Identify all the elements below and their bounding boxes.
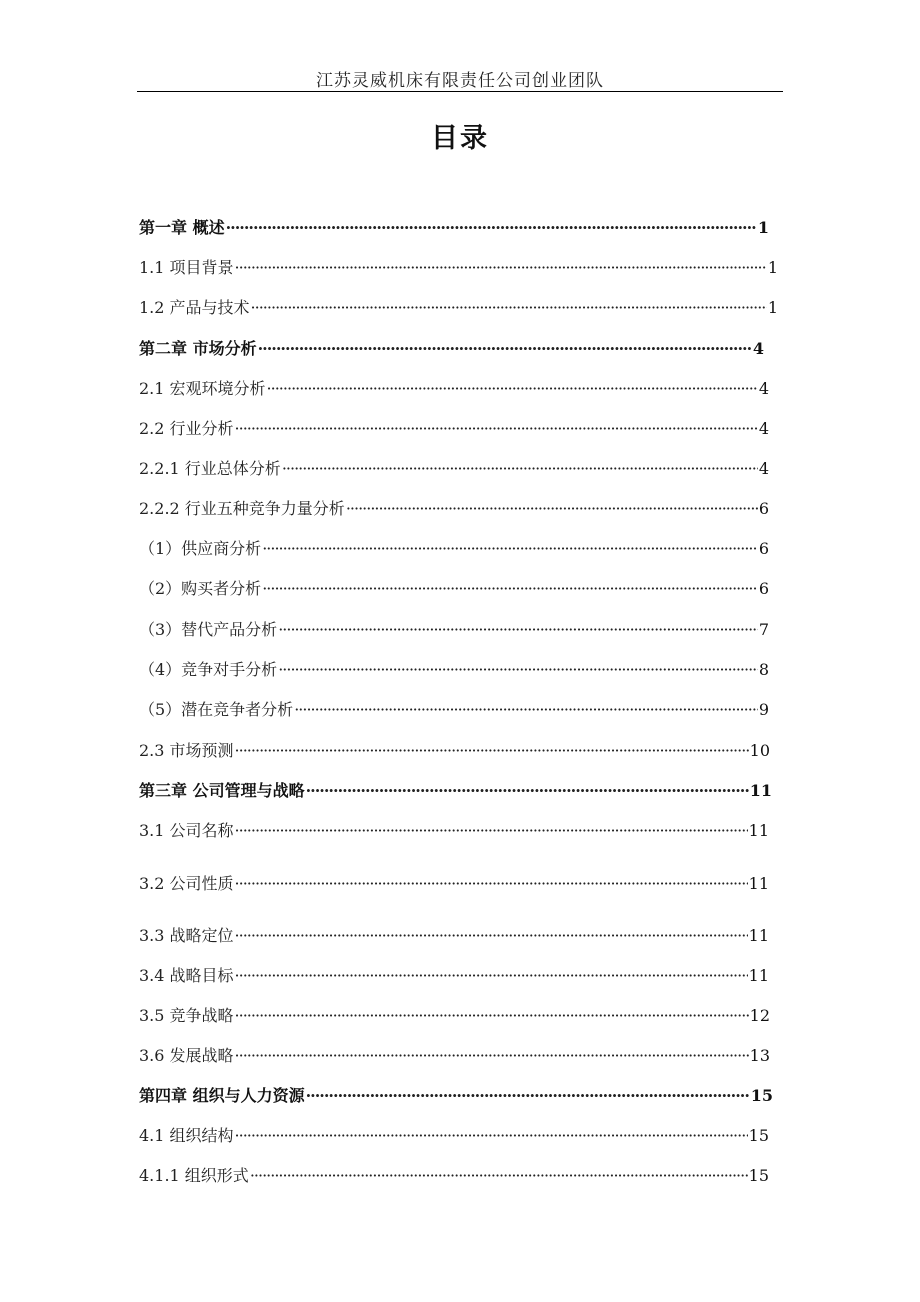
toc-entry-label: 第二章 市场分析 — [139, 339, 257, 358]
toc-entry-page: 15 — [750, 1086, 773, 1105]
toc-entry-page: 11 — [748, 821, 769, 840]
header-rule — [137, 91, 783, 92]
toc-entry-label: 1.1 项目背景 — [139, 258, 234, 277]
dot-leader — [258, 336, 752, 362]
toc-entry-label: 2.2.2 行业五种竞争力量分析 — [139, 499, 345, 518]
toc-entry-label: 第一章 概述 — [139, 218, 225, 237]
toc-entry-page: 9 — [758, 700, 769, 719]
dot-leader — [235, 255, 767, 281]
running-header: 江苏灵威机床有限责任公司创业团队 — [316, 71, 604, 91]
toc-entry-label: （1）供应商分析 — [139, 539, 262, 558]
toc-entry-page: 6 — [758, 499, 769, 518]
toc-entry[interactable] — [139, 295, 778, 321]
toc-entry[interactable] — [139, 576, 769, 602]
toc-entry-label: 4.1.1 组织形式 — [139, 1166, 249, 1185]
toc-entry-label: 2.2.1 行业总体分析 — [139, 459, 281, 478]
toc-entry-page: 6 — [758, 539, 769, 558]
toc-entry-page: 11 — [748, 874, 769, 893]
toc-entry-label: （3）替代产品分析 — [139, 620, 278, 639]
dot-leader — [262, 576, 758, 602]
toc-chapter-entry[interactable] — [139, 778, 772, 804]
toc-entry-page: 7 — [758, 620, 769, 639]
toc-entry-label: （4）竞争对手分析 — [139, 660, 278, 679]
toc-entry[interactable] — [139, 871, 769, 897]
toc-entry-page: 15 — [748, 1126, 769, 1145]
dot-leader — [251, 295, 767, 321]
dot-leader — [282, 456, 758, 482]
toc-entry-label: 3.5 竞争战略 — [139, 1006, 234, 1025]
dot-leader — [226, 215, 757, 241]
dot-leader — [235, 818, 748, 844]
toc-entry-label: 第三章 公司管理与战略 — [139, 781, 305, 800]
toc-entry-page: 4 — [758, 459, 769, 478]
dot-leader — [235, 963, 748, 989]
toc-chapter-entry[interactable] — [139, 215, 769, 241]
toc-entry-label: 2.3 市场预测 — [139, 741, 234, 760]
dot-leader — [250, 1163, 748, 1189]
toc-entry[interactable] — [139, 923, 769, 949]
toc-entry-label: 3.2 公司性质 — [139, 874, 234, 893]
toc-entry[interactable] — [139, 376, 769, 402]
toc-entry[interactable] — [139, 1163, 769, 1189]
toc-entry-label: （2）购买者分析 — [139, 579, 262, 598]
toc-entry-page: 11 — [748, 966, 769, 985]
toc-entry-page: 11 — [748, 926, 769, 945]
dot-leader — [235, 923, 748, 949]
toc-entry-label: 3.4 战略目标 — [139, 966, 234, 985]
toc-entry[interactable] — [139, 496, 769, 522]
dot-leader — [235, 1043, 749, 1069]
toc-entry[interactable] — [139, 697, 769, 723]
toc-entry-page: 12 — [749, 1006, 770, 1025]
toc-entry-page: 4 — [752, 339, 764, 358]
toc-entry[interactable] — [139, 617, 769, 643]
toc-entry-page: 1 — [757, 218, 769, 237]
dot-leader — [235, 1123, 748, 1149]
dot-leader — [235, 1003, 749, 1029]
dot-leader — [235, 738, 749, 764]
toc-entry-label: 1.2 产品与技术 — [139, 298, 250, 317]
toc-entry-page: 11 — [749, 781, 772, 800]
toc-entry-label: 3.6 发展战略 — [139, 1046, 234, 1065]
toc-entry-page: 13 — [749, 1046, 770, 1065]
dot-leader — [235, 871, 748, 897]
toc-entry[interactable] — [139, 738, 770, 764]
toc-entry-label: 2.1 宏观环境分析 — [139, 379, 266, 398]
toc-entry-label: 3.1 公司名称 — [139, 821, 234, 840]
toc-entry-page: 8 — [758, 660, 769, 679]
dot-leader — [278, 657, 758, 683]
toc-entry[interactable] — [139, 416, 769, 442]
dot-leader — [294, 697, 758, 723]
toc-entry-label: （5）潜在竞争者分析 — [139, 700, 294, 719]
toc-entry[interactable] — [139, 818, 769, 844]
toc-entry-page: 1 — [767, 258, 778, 277]
toc-entry-label: 4.1 组织结构 — [139, 1126, 234, 1145]
toc-entry-label: 3.3 战略定位 — [139, 926, 234, 945]
toc-entry-label: 第四章 组织与人力资源 — [139, 1086, 305, 1105]
toc-chapter-entry[interactable] — [139, 336, 764, 362]
toc-entry-page: 4 — [758, 419, 769, 438]
toc-entry[interactable] — [139, 456, 769, 482]
toc-entry-label: 2.2 行业分析 — [139, 419, 234, 438]
toc-entry-page: 10 — [749, 741, 770, 760]
dot-leader — [346, 496, 758, 522]
toc-entry[interactable] — [139, 963, 769, 989]
dot-leader — [262, 536, 758, 562]
toc-entry[interactable] — [139, 1003, 770, 1029]
toc-chapter-entry[interactable] — [139, 1083, 773, 1109]
toc-entry[interactable] — [139, 536, 769, 562]
toc-entry[interactable] — [139, 255, 778, 281]
dot-leader — [306, 1083, 750, 1109]
toc-entry[interactable] — [139, 657, 769, 683]
dot-leader — [306, 778, 749, 804]
dot-leader — [235, 416, 758, 442]
page-title: 目录 — [431, 123, 489, 154]
toc-entry[interactable] — [139, 1043, 770, 1069]
toc-entry[interactable] — [139, 1123, 769, 1149]
toc-entry-page: 15 — [748, 1166, 769, 1185]
toc-entry-page: 6 — [758, 579, 769, 598]
toc-entry-page: 1 — [767, 298, 778, 317]
dot-leader — [278, 617, 758, 643]
toc-entry-page: 4 — [758, 379, 769, 398]
dot-leader — [267, 376, 758, 402]
